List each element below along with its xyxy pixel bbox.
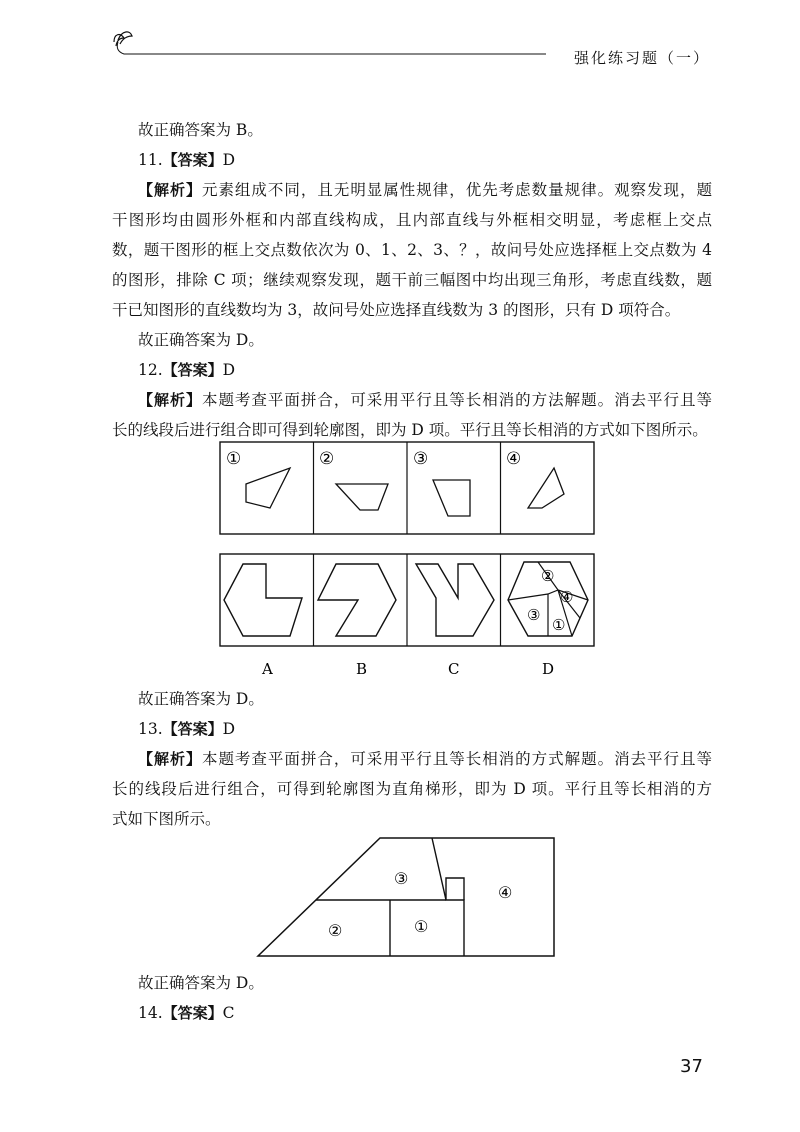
q12-analysis-line-1: 【解析】本题考查平面拼合，可采用平行且等长相消的方法解题。消去平行且等	[138, 391, 712, 409]
piece-shape-3	[433, 480, 470, 516]
q13-number: 13.	[138, 720, 163, 738]
option-c-shape	[416, 564, 494, 636]
q11-number: 11.	[138, 151, 163, 169]
conclusion-b: 故正确答案为 B。	[138, 121, 263, 139]
option-label-c: C	[448, 660, 460, 678]
q13-analysis-line-3: 式如下图所示。	[112, 810, 221, 828]
option-a-shape	[224, 564, 302, 636]
page-header	[106, 28, 710, 68]
q12-analysis-label: 【解析】	[138, 391, 202, 409]
q13-label-4: ④	[498, 883, 513, 902]
option-b-shape	[318, 564, 396, 636]
q13-answer-label: 【答案】	[162, 720, 223, 738]
q11-analysis-label: 【解析】	[138, 181, 202, 199]
q11-answer-label: 【答案】	[162, 151, 223, 169]
q11-analysis-line-1: 【解析】元素组成不同，且无明显属性规律，优先考虑数量规律。观察发现，题	[138, 181, 712, 199]
option-d-label-2: ②	[541, 567, 555, 585]
piece-label-4: ④	[506, 449, 522, 469]
piece-shape-2	[336, 484, 388, 510]
q14-number: 14.	[138, 1004, 163, 1022]
option-label-d: D	[542, 660, 555, 678]
q11-analysis-line-5: 干已知图形的直线数均为 3，故问号处应选择直线数为 3 的图形，只有 D 项符合。	[112, 301, 681, 319]
q13-analysis-line-1: 【解析】本题考查平面拼合，可采用平行且等长相消的方式解题。消去平行且等	[138, 750, 712, 768]
q12-answer: D	[222, 361, 236, 379]
piece-label-3: ③	[413, 449, 429, 469]
option-label-a: A	[262, 660, 273, 678]
q13-answer-line	[138, 714, 712, 744]
option-d-label-3: ③	[527, 606, 541, 624]
option-d-label-1: ①	[552, 616, 566, 634]
piece-label-1: ①	[226, 449, 242, 469]
header-title: 强化练习题（一）	[568, 47, 710, 68]
piece-shape-4	[528, 468, 564, 508]
q12-answer-line	[138, 355, 712, 385]
page-number: 37	[680, 1056, 703, 1077]
q11-analysis-line-4: 的图形，排除 C 项；继续观察发现，题干前三幅图中均出现三角形，考虑直线数，题	[112, 271, 712, 289]
q13-label-2: ②	[328, 921, 343, 940]
q13-analysis-line-2: 长的线段后进行组合，可得到轮廓图为直角梯形，即为 D 项。平行且等长相消的方	[112, 780, 712, 798]
q12-analysis-line-2: 长的线段后进行组合即可得到轮廓图，即为 D 项。平行且等长相消的方式如下图所示。	[112, 421, 708, 439]
q11-analysis-line-2: 干图形均由圆形外框和内部直线构成，且内部直线与外框相交明显，考虑框上交点	[112, 211, 712, 229]
piece-label-2: ②	[319, 449, 335, 469]
q13-conclusion: 故正确答案为 D。	[138, 974, 264, 992]
q12-number: 12.	[138, 361, 163, 379]
q12-answer-label: 【答案】	[162, 361, 223, 379]
piece-shape-1	[246, 468, 290, 508]
q11-analysis-line-3: 数，题干图形的框上交点数依次为 0、1、2、3、？，故问号处应选择框上交点数为 4	[112, 241, 712, 259]
q13-label-3: ③	[394, 869, 409, 888]
option-label-b: B	[356, 660, 368, 678]
q11-conclusion: 故正确答案为 D。	[138, 331, 264, 349]
q13-figure	[256, 830, 560, 960]
q13-analysis-label: 【解析】	[138, 750, 202, 768]
q14-answer-line	[138, 998, 712, 1028]
option-d-label-4: ④	[560, 588, 574, 606]
q13-label-1: ①	[414, 917, 429, 936]
q12-conclusion: 故正确答案为 D。	[138, 690, 264, 708]
q11-answer-line	[138, 145, 712, 175]
q12-figure	[218, 440, 598, 685]
q13-answer: D	[222, 720, 236, 738]
q11-answer: D	[222, 151, 236, 169]
q14-answer: C	[222, 1004, 235, 1022]
q14-answer-label: 【答案】	[162, 1004, 223, 1022]
